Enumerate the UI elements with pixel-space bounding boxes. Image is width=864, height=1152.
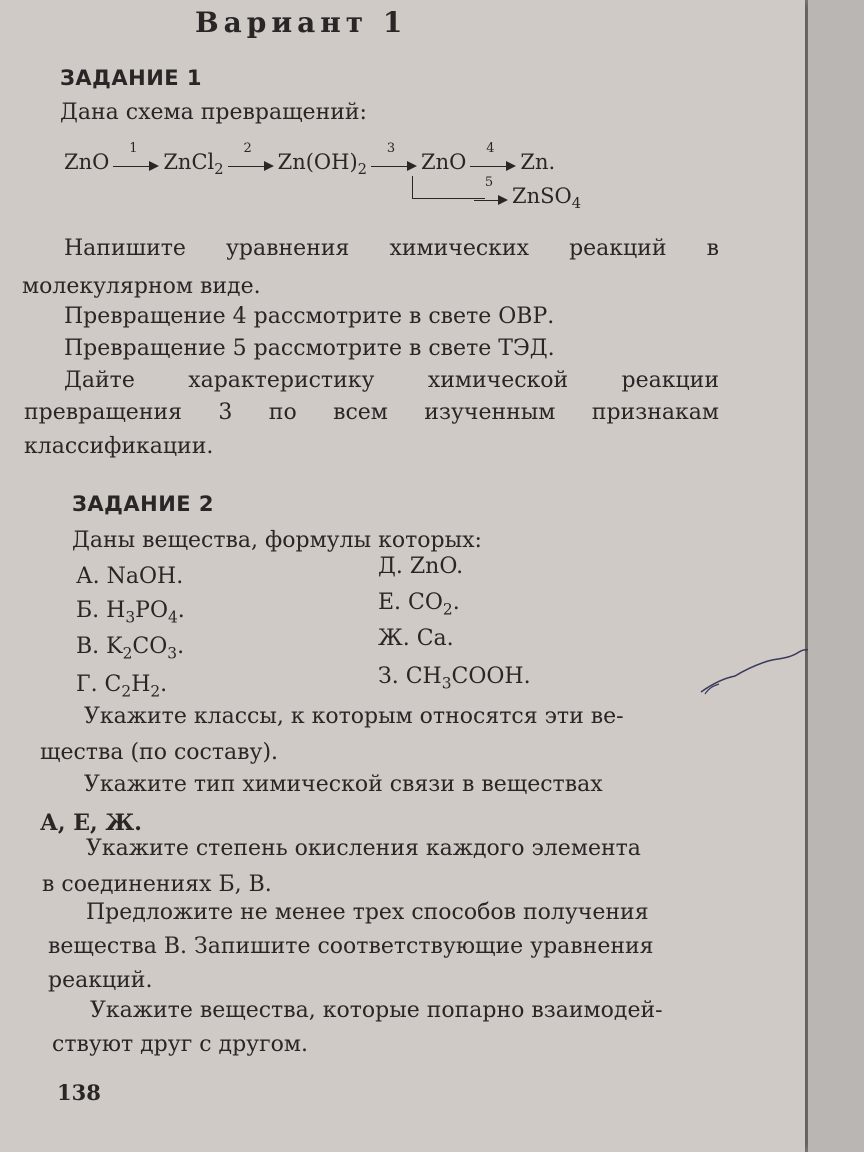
substance-d: Д. ZnO. xyxy=(378,554,464,579)
substance-a: А. NaOH. xyxy=(76,564,184,589)
arrow-3 xyxy=(371,140,417,171)
arrow-2 xyxy=(228,140,274,171)
page-number: 138 xyxy=(57,1080,101,1105)
arrow-3-number: 3 xyxy=(386,140,396,156)
branch-line xyxy=(412,176,485,199)
task2-q3-line2: в соединениях Б, В. xyxy=(42,872,272,897)
substance-g: Г. $C_2H_2$. xyxy=(76,672,168,701)
substance-z: З. $CH_3COOH$. xyxy=(378,664,531,693)
task1-p4-line1: Дайте характеристику химической реакции xyxy=(64,368,719,393)
task1-p1-line1: Напишите уравнения химических реакций в xyxy=(64,236,719,261)
substance-v: В. $K_2CO_3$. xyxy=(76,634,185,663)
task1-p4-line3: классификации. xyxy=(24,434,214,459)
task2-q2-line1: Укажите тип химической связи в веществах xyxy=(84,772,603,797)
task2-q4-line2: вещества В. Запишите соответствующие уравнения xyxy=(48,934,654,959)
task1-p3: Превращение 5 рассмотрите в свете ТЭД. xyxy=(64,336,555,361)
task2-q3-line1: Укажите степень окисления каждого элемента xyxy=(86,836,641,861)
arrow-1-number: 1 xyxy=(129,140,138,156)
pen-scribble xyxy=(695,640,825,700)
arrow-4 xyxy=(470,140,516,171)
substance-zh: Ж. Ca. xyxy=(378,626,454,651)
adjacent-page xyxy=(808,0,864,1152)
task1-p1-line2: молекулярном виде. xyxy=(22,274,261,299)
formula-znso4: ZnSO$_4$ xyxy=(512,184,582,213)
formula-znoh2: $Zn(OH)_2$ xyxy=(277,150,368,179)
task1-heading: ЗАДАНИЕ 1 xyxy=(60,66,203,90)
formula-zno: ZnO xyxy=(64,150,110,174)
task2-q4-line1: Предложите не менее трех способов получения xyxy=(86,900,649,925)
task2-q5-line1: Укажите вещества, которые попарно взаимодей- xyxy=(90,998,663,1023)
task2-q1-line1: Укажите классы, к которым относятся эти ве- xyxy=(84,704,624,729)
arrow-5-number: 5 xyxy=(484,174,494,190)
task2-q4-line3: реакций. xyxy=(48,968,153,993)
task1-p4-line2: превращения 3 по всем изученным признакам xyxy=(24,400,719,425)
substance-b: Б. $H_3PO_4$. xyxy=(76,598,185,627)
arrow-4-number: 4 xyxy=(486,140,495,156)
task2-q1-line2: щества (по составу). xyxy=(40,740,279,765)
arrow-2-number: 2 xyxy=(243,140,252,156)
formula-zncl2: ZnCl$_2$ xyxy=(163,150,224,179)
formula-zn: Zn. xyxy=(520,150,556,174)
task2-heading: ЗАДАНИЕ 2 xyxy=(72,492,215,516)
task2-intro: Даны вещества, формулы которых: xyxy=(72,528,482,553)
task2-q5-line2: ствуют друг с другом. xyxy=(52,1032,308,1057)
task1-intro: Дана схема превращений: xyxy=(60,100,367,125)
substance-e: Е. $CO_2$. xyxy=(378,590,460,619)
arrow-5 xyxy=(476,174,508,205)
task1-p2: Превращение 4 рассмотрите в свете ОВР. xyxy=(64,304,555,329)
task2-q2-line2: А, Е, Ж. xyxy=(40,810,142,836)
arrow-1 xyxy=(113,140,159,171)
branch-scheme xyxy=(476,174,582,213)
variant-title: Вариант 1 xyxy=(195,6,408,39)
formula-zno-2: ZnO xyxy=(421,150,467,174)
